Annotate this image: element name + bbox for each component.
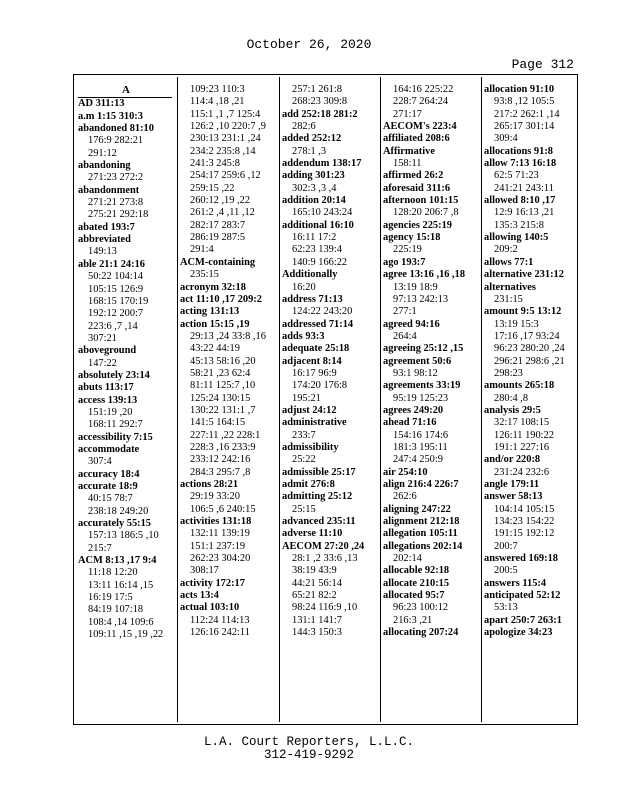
index-reference: 164:16 225:22 <box>393 84 454 95</box>
index-reference: 231:24 232:6 <box>494 466 550 478</box>
index-term: a.m 1:15 310:3 <box>78 110 143 122</box>
index-reference: 151:19 ,20 <box>88 406 133 418</box>
index-term: adjust 24:12 <box>282 404 337 416</box>
index-term: allocation 91:10 <box>484 84 555 95</box>
index-term: admit 276:8 <box>282 479 335 490</box>
index-column-1 <box>78 84 174 720</box>
section-letter: A <box>122 84 130 96</box>
index-reference: 296:21 298:6 ,21 <box>494 355 565 367</box>
index-reference: 217:2 262:1 ,14 <box>494 108 560 120</box>
index-reference: 282:6 <box>292 121 316 133</box>
index-term: allocations 91:8 <box>484 145 553 157</box>
page-number: Page 312 <box>511 57 574 72</box>
index-reference: 65:21 82:2 <box>292 590 337 602</box>
index-term: apologize 34:23 <box>484 627 553 639</box>
index-reference: 241:21 243:11 <box>494 182 554 194</box>
index-reference: 168:11 292:7 <box>88 419 143 431</box>
index-term: Affirmative <box>383 145 435 157</box>
column-divider <box>177 77 178 722</box>
index-reference: 215:7 <box>88 542 112 554</box>
index-reference: 307:4 <box>88 456 112 468</box>
index-frame <box>73 74 578 725</box>
index-term: agreed 94:16 <box>383 318 440 330</box>
index-term: addition 20:14 <box>282 195 346 207</box>
index-term: abuts 113:17 <box>78 382 134 394</box>
index-reference: 157:13 186:5 ,10 <box>88 530 159 542</box>
index-reference: 62:5 71:23 <box>494 170 539 182</box>
index-reference: 280:4 ,8 <box>494 392 529 404</box>
index-reference: 45:13 58:16 ,20 <box>190 355 256 367</box>
index-term: act 11:10 ,17 209:2 <box>180 293 262 305</box>
index-term: add 252:18 281:2 <box>282 108 358 120</box>
index-reference: 50:22 104:14 <box>88 271 144 283</box>
index-term: AECOM's 223:4 <box>383 121 457 133</box>
index-term: ahead 71:16 <box>383 417 437 429</box>
index-reference: 262:23 304:20 <box>190 553 251 565</box>
index-term: alignment 212:18 <box>383 516 460 528</box>
index-term: advanced 235:11 <box>282 516 356 528</box>
index-term: address 71:13 <box>282 293 343 305</box>
index-reference: 225:19 <box>393 244 422 256</box>
index-reference: 109:23 110:3 <box>190 84 245 95</box>
index-reference: 228:3 ,16 233:9 <box>190 441 256 453</box>
index-term: agency 15:18 <box>383 232 441 244</box>
index-reference: 209:2 <box>494 244 518 256</box>
index-reference: 275:21 292:18 <box>88 209 149 221</box>
index-reference: 191:1 227:16 <box>494 441 550 453</box>
index-reference: 128:20 206:7 ,8 <box>393 207 459 219</box>
index-term: AECOM 27:20 ,24 <box>282 540 365 552</box>
index-reference: 238:18 249:20 <box>88 505 149 517</box>
index-term: aligning 247:22 <box>383 503 451 515</box>
index-reference: 104:14 105:15 <box>494 503 555 515</box>
index-reference: 16:19 17:5 <box>88 592 133 604</box>
index-term: addressed 71:14 <box>282 318 354 330</box>
index-term: allegation 105:11 <box>383 528 458 540</box>
index-term: actions 28:21 <box>180 479 239 490</box>
index-reference: 16:11 17:2 <box>292 232 337 244</box>
index-term: adjacent 8:14 <box>282 355 342 367</box>
index-term: adding 301:23 <box>282 170 345 182</box>
index-reference: 134:23 154:22 <box>494 516 555 528</box>
index-reference: 291:4 <box>190 244 214 256</box>
index-reference: 282:17 283:7 <box>190 219 246 231</box>
index-reference: 40:15 78:7 <box>88 493 133 505</box>
index-reference: 230:13 231:1 ,24 <box>190 133 261 145</box>
index-reference: 97:13 242:13 <box>393 293 449 305</box>
index-column-5 <box>484 84 577 720</box>
index-reference: 165:10 243:24 <box>292 207 353 219</box>
index-reference: 95:19 125:23 <box>393 392 449 404</box>
index-reference: 93:8 ,12 105:5 <box>494 96 555 108</box>
index-reference: 223:6 ,7 ,14 <box>88 320 138 332</box>
index-term: accommodate <box>78 443 140 455</box>
index-term: adequate 25:18 <box>282 343 350 355</box>
index-term: AD 311:13 <box>78 98 125 110</box>
index-reference: 259:15 ,22 <box>190 182 235 194</box>
index-term: accurately 55:15 <box>78 518 151 530</box>
index-term: administrative <box>282 417 347 429</box>
index-term: agrees 249:20 <box>383 404 444 416</box>
index-term: actual 103:10 <box>180 602 240 614</box>
index-term: agreements 33:19 <box>383 380 461 392</box>
index-term: abated 193:7 <box>78 221 135 233</box>
index-reference: 84:19 107:18 <box>88 604 144 616</box>
index-reference: 131:1 141:7 <box>292 614 342 626</box>
index-term: accuracy 18:4 <box>78 468 140 480</box>
index-term: align 216:4 226:7 <box>383 479 459 490</box>
index-reference: 254:17 259:6 ,12 <box>190 170 261 182</box>
index-reference: 149:13 <box>88 246 117 258</box>
index-reference: 278:1 ,3 <box>292 145 327 157</box>
index-term: aforesaid 311:6 <box>383 182 451 194</box>
index-reference: 105:15 126:9 <box>88 283 144 295</box>
index-term: agreeing 25:12 ,15 <box>383 343 464 355</box>
index-reference: 29:13 ,24 33:8 ,16 <box>190 330 266 342</box>
index-reference: 231:15 <box>494 293 523 305</box>
index-reference: 291:12 <box>88 147 117 159</box>
index-reference: 17:16 ,17 93:24 <box>494 330 560 342</box>
index-term: alternative 231:12 <box>484 269 564 281</box>
index-column-4 <box>383 84 481 720</box>
index-term: aboveground <box>78 345 137 357</box>
index-term: afternoon 101:15 <box>383 195 459 207</box>
index-reference: 53:13 <box>494 602 518 614</box>
index-term: answered 169:18 <box>484 553 558 565</box>
index-term: allocable 92:18 <box>383 565 450 577</box>
index-term: agree 13:16 ,16 ,18 <box>383 269 466 281</box>
index-reference: 176:9 282:21 <box>88 135 144 147</box>
index-term: affiliated 208:6 <box>383 133 450 145</box>
index-term: adds 93:3 <box>282 330 325 342</box>
index-reference: 233:7 <box>292 429 316 441</box>
index-reference: 265:17 301:14 <box>494 121 555 133</box>
index-term: allegations 202:14 <box>383 540 463 552</box>
index-term: acts 13:4 <box>180 590 219 602</box>
index-term: admissibility <box>282 441 339 453</box>
index-term: acting 131:13 <box>180 306 240 318</box>
index-term: abandoning <box>78 160 131 172</box>
index-reference: 98:24 116:9 ,10 <box>292 602 358 614</box>
index-reference: 12:9 16:13 ,21 <box>494 207 555 219</box>
index-term: agencies 225:19 <box>383 219 452 231</box>
index-term: amounts 265:18 <box>484 380 555 392</box>
index-reference: 93:1 98:12 <box>393 367 438 379</box>
index-reference: 181:3 195:11 <box>393 441 448 453</box>
index-term: access 139:13 <box>78 394 138 406</box>
index-reference: 140:9 166:22 <box>292 256 348 268</box>
index-term: affirmed 26:2 <box>383 170 444 182</box>
index-reference: 235:15 <box>190 269 219 281</box>
index-reference: 13:19 15:3 <box>494 318 539 330</box>
index-reference: 147:22 <box>88 357 117 369</box>
index-reference: 202:14 <box>393 553 422 565</box>
index-term: answers 115:4 <box>484 577 547 589</box>
index-reference: 271:23 272:2 <box>88 172 144 184</box>
index-term: apart 250:7 263:1 <box>484 614 562 626</box>
index-reference: 271:17 <box>393 108 422 120</box>
index-term: allow 7:13 16:18 <box>484 158 557 170</box>
index-reference: 126:11 190:22 <box>494 429 554 441</box>
index-reference: 264:4 <box>393 330 417 342</box>
index-reference: 125:24 130:15 <box>190 392 251 404</box>
index-reference: 268:23 309:8 <box>292 96 348 108</box>
index-reference: 191:15 192:12 <box>494 528 555 540</box>
index-term: added 252:12 <box>282 133 342 145</box>
index-term: action 15:15 ,19 <box>180 318 250 330</box>
index-reference: 16:20 <box>292 281 316 293</box>
index-term: angle 179:11 <box>484 479 540 490</box>
index-reference: 158:11 <box>393 158 422 170</box>
index-column-2 <box>180 84 278 720</box>
index-term: amount 9:5 13:12 <box>484 306 562 318</box>
index-term: ACM-containing <box>180 256 256 268</box>
index-reference: 109:11 ,15 ,19 ,22 <box>88 629 164 641</box>
index-term: ago 193:7 <box>383 256 426 268</box>
index-term: analysis 29:5 <box>484 404 541 416</box>
index-reference: 29:19 33:20 <box>190 491 240 503</box>
index-reference: 141:5 164:15 <box>190 417 246 429</box>
column-divider <box>380 77 381 722</box>
index-reference: 154:16 174:6 <box>393 429 449 441</box>
index-reference: 216:3 ,21 <box>393 614 433 626</box>
index-reference: 43:22 44:19 <box>190 343 240 355</box>
index-reference: 228:7 264:24 <box>393 96 449 108</box>
index-reference: 195:21 <box>292 392 321 404</box>
index-reference: 227:11 ,22 228:1 <box>190 429 261 441</box>
column-divider <box>279 77 280 722</box>
index-reference: 58:21 ,23 62:4 <box>190 367 251 379</box>
index-reference: 200:7 <box>494 540 518 552</box>
court-reporter-phone: 312-419-9292 <box>263 748 354 762</box>
index-reference: 247:4 250:9 <box>393 454 443 466</box>
index-reference: 302:3 ,3 ,4 <box>292 182 337 194</box>
index-reference: 262:6 <box>393 491 417 503</box>
index-reference: 135:3 215:8 <box>494 219 544 231</box>
index-term: additional 16:10 <box>282 219 354 231</box>
index-term: accurate 18:9 <box>78 481 138 492</box>
index-reference: 284:3 295:7 ,8 <box>190 466 251 478</box>
index-column-3 <box>282 84 380 720</box>
index-reference: 112:24 114:13 <box>190 614 250 626</box>
index-reference: 25:15 <box>292 503 316 515</box>
index-reference: 114:4 ,18 ,21 <box>190 96 245 108</box>
index-reference: 96:23 280:20 ,24 <box>494 343 565 355</box>
index-reference: 62:23 139:4 <box>292 244 342 256</box>
index-term: abbreviated <box>78 234 131 246</box>
index-term: abandoned 81:10 <box>78 123 154 135</box>
index-reference: 115:1 ,1 ,7 125:4 <box>190 108 261 120</box>
index-reference: 13:11 16:14 ,15 <box>88 579 154 591</box>
index-term: allowed 8:10 ,17 <box>484 195 556 207</box>
index-reference: 28:1 ,2 33:6 ,13 <box>292 553 358 565</box>
index-term: absolutely 23:14 <box>78 369 150 381</box>
index-reference: 106:5 ,6 240:15 <box>190 503 256 515</box>
index-reference: 132:11 139:19 <box>190 528 250 540</box>
index-reference: 168:15 170:19 <box>88 295 149 307</box>
index-term: acronym 32:18 <box>180 281 246 293</box>
index-reference: 25:22 <box>292 454 316 466</box>
index-term: allocated 95:7 <box>383 590 445 602</box>
index-reference: 151:1 237:19 <box>190 540 246 552</box>
index-term: alternatives <box>484 281 536 293</box>
index-reference: 16:17 96:9 <box>292 367 337 379</box>
index-term: adverse 11:10 <box>282 528 343 540</box>
index-term: Additionally <box>282 269 338 281</box>
index-term: allows 77:1 <box>484 256 534 268</box>
index-reference: 32:17 108:15 <box>494 417 550 429</box>
index-reference: 13:19 18:9 <box>393 281 438 293</box>
index-term: allowing 140:5 <box>484 232 549 244</box>
column-divider <box>481 77 482 722</box>
index-term: able 21:1 24:16 <box>78 258 145 270</box>
index-term: ACM 8:13 ,17 9:4 <box>78 555 157 567</box>
index-reference: 124:22 243:20 <box>292 306 353 318</box>
index-term: allocating 207:24 <box>383 627 459 639</box>
index-term: activity 172:17 <box>180 577 245 589</box>
index-term: air 254:10 <box>383 466 428 478</box>
index-reference: 11:18 12:20 <box>88 567 138 579</box>
index-term: admissible 25:17 <box>282 466 356 478</box>
index-term: abandonment <box>78 184 140 196</box>
index-reference: 261:2 ,4 ,11 ,12 <box>190 207 255 219</box>
index-term: accessibility 7:15 <box>78 431 153 443</box>
index-reference: 144:3 150:3 <box>292 627 342 639</box>
index-reference: 234:2 235:8 ,14 <box>190 145 256 157</box>
index-reference: 200:5 <box>494 565 518 577</box>
index-reference: 174:20 176:8 <box>292 380 348 392</box>
index-term: addendum 138:17 <box>282 158 362 170</box>
index-reference: 108:4 ,14 109:6 <box>88 616 154 628</box>
index-reference: 277:1 <box>393 306 417 318</box>
index-reference: 241:3 245:8 <box>190 158 240 170</box>
index-term: answer 58:13 <box>484 491 543 503</box>
index-term: anticipated 52:12 <box>484 590 561 602</box>
transcript-date: October 26, 2020 <box>246 37 372 52</box>
index-reference: 38:19 43:9 <box>292 565 337 577</box>
index-reference: 233:12 242:16 <box>190 454 251 466</box>
index-reference: 81:11 125:7 ,10 <box>190 380 256 392</box>
index-reference: 126:2 ,10 220:7 ,9 <box>190 121 266 133</box>
index-reference: 298:23 <box>494 367 523 379</box>
index-reference: 308:17 <box>190 565 219 577</box>
index-term: allocate 210:15 <box>383 577 450 589</box>
index-term: and/or 220:8 <box>484 454 541 466</box>
index-term: agreement 50:6 <box>383 355 452 367</box>
index-reference: 271:21 273:8 <box>88 197 144 209</box>
index-reference: 126:16 242:11 <box>190 627 250 639</box>
index-reference: 192:12 200:7 <box>88 308 144 320</box>
court-reporter-name: L.A. Court Reporters, L.L.C. <box>203 735 415 749</box>
index-reference: 130:22 131:1 ,7 <box>190 404 256 416</box>
index-reference: 44:21 56:14 <box>292 577 342 589</box>
index-term: activities 131:18 <box>180 516 252 528</box>
index-reference: 260:12 ,19 ,22 <box>190 195 251 207</box>
index-term: admitting 25:12 <box>282 491 353 503</box>
index-reference: 307:21 <box>88 332 117 344</box>
index-reference: 309:4 <box>494 133 518 145</box>
index-reference: 257:1 261:8 <box>292 84 342 95</box>
index-reference: 286:19 287:5 <box>190 232 246 244</box>
index-reference: 96:23 100:12 <box>393 602 449 614</box>
